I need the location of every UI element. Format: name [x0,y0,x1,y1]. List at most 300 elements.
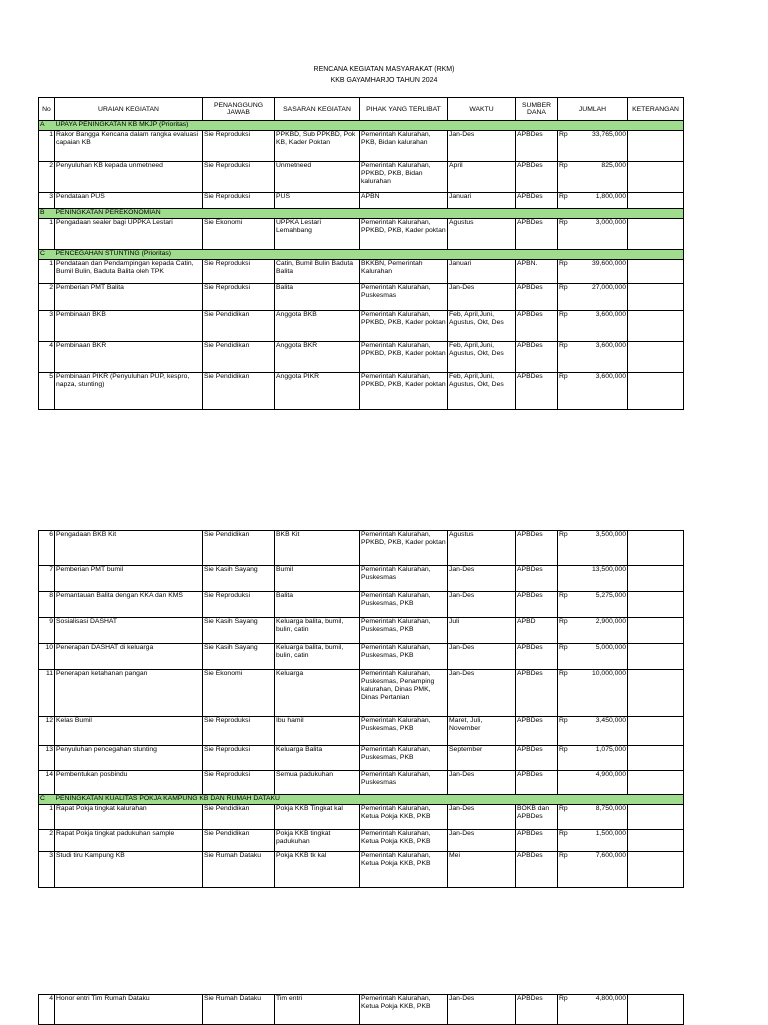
uraian-kegiatan: Penyuluhan KB kepada unmetneed [55,162,203,193]
rkm-table-page-3 [38,994,684,1025]
sasaran-kegiatan: Pokja KKB tingkat padukuhan [275,830,360,852]
uraian-kegiatan: Sosialisasi DASHAT [55,618,203,644]
header-sumber-dana: SUMBER DANA [516,98,558,121]
table-row [39,618,684,644]
currency-label: Rp [559,830,568,837]
sumber-dana: BOKB dan APBDes [516,805,558,830]
uraian-kegiatan: Pengadaan sealer bagi UPPKA Lestari [55,219,203,250]
waktu: Feb, April,Juni, Agustus, Okt, Des [448,342,516,373]
row-number: 13 [39,746,55,771]
currency-label: Rp [559,284,568,291]
penanggung-jawab: Sie Reproduksi [203,284,275,311]
waktu: September [448,746,516,771]
table-row [39,670,684,717]
row-number: 5 [39,373,55,410]
sumber-dana: APBDes [516,311,558,342]
table-row [39,260,684,284]
row-number: 2 [39,284,55,311]
waktu: Jan-Des [448,566,516,592]
sasaran-kegiatan: Ibu hamil [275,717,360,746]
table-row [39,311,684,342]
sumber-dana: APBDes [516,852,558,888]
rkm-table-page-2 [38,530,684,888]
row-number: 1 [39,219,55,250]
currency-label: Rp [559,219,568,226]
pihak-terlibat: Pemerintah Kalurahan, PPKBD, PKB, Kader poktan [360,342,448,373]
uraian-kegiatan: Pembinaan PIKR (Penyuluhan PUP, kespro, napza, stunting) [55,373,203,410]
jumlah-cell [558,260,628,284]
pihak-terlibat: Pemerintah Kalurahan, Puskesmas [360,771,448,795]
currency-label: Rp [559,852,568,859]
waktu: Jan-Des [448,771,516,795]
keterangan [628,670,684,717]
pihak-terlibat: Pemerintah Kalurahan, PPKBD, PKB, Kader poktan [360,219,448,250]
sumber-dana: APBDes [516,670,558,717]
waktu: Juli [448,618,516,644]
sasaran-kegiatan: Anggota BKB [275,311,360,342]
keterangan [628,566,684,592]
pihak-terlibat: Pemerintah Kalurahan, PPKBD, PKB, Kader poktan [360,373,448,410]
currency-label: Rp [559,162,568,169]
pihak-terlibat: BKKBN, Pemerintah Kalurahan [360,260,448,284]
jumlah-wrap [559,373,626,381]
jumlah-value: 825,000 [601,162,626,169]
waktu: Jan-Des [448,805,516,830]
jumlah-wrap [559,131,626,139]
keterangan [628,311,684,342]
jumlah-wrap [559,162,626,170]
jumlah-cell [558,746,628,771]
uraian-kegiatan: Rapat Pokja tingkat kalurahan [55,805,203,830]
uraian-kegiatan: Pemberian PMT bumil [55,566,203,592]
keterangan [628,852,684,888]
pihak-terlibat: Pemerintah Kalurahan, Puskesmas, Penamping kalurahan, Dinas PMK, Dinas Pertanian [360,670,448,717]
table-row [39,531,684,566]
jumlah-wrap [559,852,626,860]
sumber-dana: APBDes [516,746,558,771]
row-number: 1 [39,260,55,284]
section-code: B [39,209,55,219]
jumlah-value: 3,450,000 [595,717,626,724]
table-row [39,830,684,852]
penanggung-jawab: Sie Reproduksi [203,771,275,795]
table-row [39,131,684,162]
sasaran-kegiatan: Keluarga Balita [275,746,360,771]
section-row [39,209,684,219]
uraian-kegiatan: Rapat Pokja tingkat padukuhan sample [55,830,203,852]
keterangan [628,618,684,644]
currency-label: Rp [559,805,568,812]
sasaran-kegiatan: Pokja KKB Tingkat kal [275,805,360,830]
penanggung-jawab: Sie Rumah Dataku [203,995,275,1025]
header-keterangan: KETERANGAN [628,98,684,121]
currency-label: Rp [559,342,568,349]
keterangan [628,531,684,566]
section-row [39,250,684,260]
currency-label: Rp [559,746,568,753]
currency-label: Rp [559,311,568,318]
jumlah-value: 1,800,000 [595,193,626,200]
row-number: 3 [39,311,55,342]
currency-label: Rp [559,373,568,380]
currency-label: Rp [559,670,568,677]
uraian-kegiatan: Pemberian PMT Balita [55,284,203,311]
jumlah-cell [558,284,628,311]
sasaran-kegiatan: Tim entri [275,995,360,1025]
keterangan [628,162,684,193]
jumlah-wrap [559,193,626,201]
jumlah-cell [558,162,628,193]
uraian-kegiatan: Pembinaan BKR [55,342,203,373]
row-number: 11 [39,670,55,717]
sasaran-kegiatan: PPKBD, Sub PPKBD, Pok KB, Kader Poktan [275,131,360,162]
waktu: April [448,162,516,193]
table-row [39,805,684,830]
keterangan [628,342,684,373]
keterangan [628,193,684,209]
jumlah-value: 33,765,000 [591,131,626,138]
jumlah-value: 27,000,000 [591,284,626,291]
waktu: Feb, April,Juni, Agustus, Okt, Des [448,311,516,342]
waktu: Agustus [448,531,516,566]
sasaran-kegiatan: Balita [275,284,360,311]
sasaran-kegiatan: Keluarga balita, bumil, bulin, catin [275,644,360,670]
sumber-dana: APBD [516,618,558,644]
currency-label: Rp [559,644,568,651]
sasaran-kegiatan: Pokja KKB tk kal [275,852,360,888]
document-title: RENCANA KEGIATAN MASYARAKAT (RKM) [313,66,455,73]
jumlah-cell [558,131,628,162]
pihak-terlibat: Pemerintah Kalurahan, Puskesmas, PKB [360,592,448,618]
keterangan [628,830,684,852]
uraian-kegiatan: Penerapan ketahanan pangan [55,670,203,717]
keterangan [628,592,684,618]
uraian-kegiatan: Pengadaan BKB Kit [55,531,203,566]
uraian-kegiatan: Rakor Bangga Kencana dalam rangka evaluasi capaian KB [55,131,203,162]
pihak-terlibat: Pemerintah Kalurahan, Puskesmas, PKB [360,746,448,771]
waktu: Jan-Des [448,995,516,1025]
keterangan [628,260,684,284]
penanggung-jawab: Sie Pendidikan [203,805,275,830]
sasaran-kegiatan: Bumil [275,566,360,592]
jumlah-cell [558,852,628,888]
table-row [39,284,684,311]
pihak-terlibat: Pemerintah Kalurahan, PPKBD, PKB, Kader poktan [360,531,448,566]
jumlah-wrap [559,618,626,626]
section-code: C [39,250,55,260]
sasaran-kegiatan: Unmetneed [275,162,360,193]
pihak-terlibat: Pemerintah Kalurahan, PPKBD, PKB, Kader poktan [360,311,448,342]
keterangan [628,995,684,1025]
jumlah-value: 7,600,000 [595,852,626,859]
jumlah-cell [558,373,628,410]
uraian-kegiatan: Pembentukan posbindu [55,771,203,795]
penanggung-jawab: Sie Reproduksi [203,717,275,746]
waktu: Jan-Des [448,644,516,670]
jumlah-wrap [559,670,626,678]
row-number: 8 [39,592,55,618]
sasaran-kegiatan: Anggota BKR [275,342,360,373]
sumber-dana: APBDes [516,995,558,1025]
penanggung-jawab: Sie Rumah Dataku [203,852,275,888]
row-number: 7 [39,566,55,592]
penanggung-jawab: Sie Pendidikan [203,373,275,410]
waktu: Jan-Des [448,592,516,618]
jumlah-value: 4,900,000 [595,771,626,778]
jumlah-value: 10,000,000 [591,670,626,677]
jumlah-value: 39,600,000 [591,260,626,267]
jumlah-cell [558,566,628,592]
jumlah-value: 5,275,000 [595,592,626,599]
sumber-dana: APBDes [516,342,558,373]
jumlah-value: 1,075,000 [595,746,626,753]
sumber-dana: APBDes [516,373,558,410]
pihak-terlibat: APBN [360,193,448,209]
header-pihak: PIHAK YANG TERLIBAT [360,98,448,121]
keterangan [628,284,684,311]
waktu: Feb, April,Juni, Agustus, Okt, Des [448,373,516,410]
sasaran-kegiatan: Catin, Bumil Bulin Baduta Balita [275,260,360,284]
row-number: 6 [39,531,55,566]
sasaran-kegiatan: Keluarga balita, bumil, bulin, catin [275,618,360,644]
row-number: 4 [39,995,55,1025]
sumber-dana: APBDes [516,531,558,566]
keterangan [628,131,684,162]
table-row [39,162,684,193]
jumlah-value: 3,500,000 [595,531,626,538]
penanggung-jawab: Sie Reproduksi [203,746,275,771]
penanggung-jawab: Sie Pendidikan [203,531,275,566]
pihak-terlibat: Pemerintah Kalurahan, Puskesmas, PKB [360,618,448,644]
jumlah-value: 2,900,000 [595,618,626,625]
waktu: Jan-Des [448,131,516,162]
row-number: 3 [39,852,55,888]
uraian-kegiatan: Pemantauan Balita dengan KKA dan KMS [55,592,203,618]
penanggung-jawab: Sie Kasih Sayang [203,618,275,644]
table-row [39,193,684,209]
sumber-dana: APBDes [516,644,558,670]
penanggung-jawab: Sie Reproduksi [203,131,275,162]
jumlah-wrap [559,342,626,350]
currency-label: Rp [559,618,568,625]
penanggung-jawab: Sie Kasih Sayang [203,566,275,592]
row-number: 10 [39,644,55,670]
section-label: PENCEGAHAN STUNTING (Prioritas) [55,250,684,260]
table-row [39,644,684,670]
jumlah-cell [558,670,628,717]
penanggung-jawab: Sie Kasih Sayang [203,644,275,670]
sasaran-kegiatan: Keluarga [275,670,360,717]
section-label: UPAYA PENINGKATAN KB MKJP (Prioritas) [55,121,684,131]
jumlah-value: 3,600,000 [595,342,626,349]
waktu: Jan-Des [448,670,516,717]
jumlah-cell [558,342,628,373]
jumlah-cell [558,717,628,746]
jumlah-value: 8,750,000 [595,805,626,812]
jumlah-cell [558,592,628,618]
jumlah-wrap [559,717,626,725]
header-sasaran: SASARAN KEGIATAN [275,98,360,121]
sumber-dana: APBDes [516,592,558,618]
section-row [39,121,684,131]
penanggung-jawab: Sie Reproduksi [203,592,275,618]
keterangan [628,219,684,250]
sumber-dana: APBDes [516,219,558,250]
table-row [39,995,684,1025]
currency-label: Rp [559,995,568,1002]
document-subtitle: KKB GAYAMHARJO TAHUN 2024 [330,77,438,84]
jumlah-cell [558,771,628,795]
jumlah-value: 3,000,000 [595,219,626,226]
jumlah-cell [558,193,628,209]
penanggung-jawab: Sie Pendidikan [203,830,275,852]
penanggung-jawab: Sie Pendidikan [203,342,275,373]
keterangan [628,771,684,795]
sumber-dana: APBN. [516,260,558,284]
waktu: Jan-Des [448,284,516,311]
header-jumlah: JUMLAH [558,98,628,121]
section-label: PENINGKATAN PEREKONOMIAN [55,209,684,219]
sumber-dana: APBDes [516,284,558,311]
jumlah-cell [558,618,628,644]
row-number: 1 [39,805,55,830]
header-uraian: URAIAN KEGIATAN [55,98,203,121]
waktu: Maret, Juli, November [448,717,516,746]
sasaran-kegiatan: UPPKA Lestari Lemahbang [275,219,360,250]
waktu: Agustus [448,219,516,250]
penanggung-jawab: Sie Reproduksi [203,162,275,193]
jumlah-value: 3,600,000 [595,373,626,380]
pihak-terlibat: Pemerintah Kalurahan, Puskesmas, PKB [360,717,448,746]
jumlah-wrap [559,805,626,813]
sasaran-kegiatan: PUS [275,193,360,209]
section-label: PENINGKATAN KUALITAS POKJA KAMPUNG KB DAN RUMAH DATAKU [55,795,684,805]
table-row [39,592,684,618]
row-number: 1 [39,131,55,162]
pihak-terlibat: Pemerintah Kalurahan, PPKBD, PKB, Bidan kalurahan [360,162,448,193]
jumlah-cell [558,995,628,1025]
pihak-terlibat: Pemerintah Kalurahan, Ketua Pokja KKB, PKB [360,995,448,1025]
sumber-dana: APBDes [516,162,558,193]
sasaran-kegiatan: Balita [275,592,360,618]
pihak-terlibat: Pemerintah Kalurahan, PKB, Bidan kalurahan [360,131,448,162]
uraian-kegiatan: Studi tiru Kampung KB [55,852,203,888]
sasaran-kegiatan: BKB Kit [275,531,360,566]
pihak-terlibat: Pemerintah Kalurahan, Ketua Pokja KKB, PKB [360,830,448,852]
table-row [39,219,684,250]
table-row [39,566,684,592]
currency-label: Rp [559,131,568,138]
waktu: Januari [448,260,516,284]
pihak-terlibat: Pemerintah Kalurahan, Puskesmas [360,284,448,311]
pihak-terlibat: Pemerintah Kalurahan, Puskesmas [360,566,448,592]
penanggung-jawab: Sie Reproduksi [203,193,275,209]
pihak-terlibat: Pemerintah Kalurahan, Ketua Pokja KKB, PKB [360,852,448,888]
currency-label: Rp [559,193,568,200]
sasaran-kegiatan: Anggota PIKR [275,373,360,410]
rkm-table-page-1 [38,97,684,410]
sumber-dana: APBDes [516,131,558,162]
header-waktu: WAKTU [448,98,516,121]
keterangan [628,746,684,771]
sumber-dana: APBDes [516,717,558,746]
jumlah-wrap [559,830,626,838]
row-number: 12 [39,717,55,746]
sumber-dana: APBDes [516,830,558,852]
keterangan [628,805,684,830]
jumlah-wrap [559,771,626,779]
jumlah-cell [558,830,628,852]
section-code: A [39,121,55,131]
header-no: No [39,98,55,121]
currency-label: Rp [559,717,568,724]
section-code: C [39,795,55,805]
jumlah-value: 5,000,000 [595,644,626,651]
jumlah-wrap [559,746,626,754]
penanggung-jawab: Sie Ekonomi [203,670,275,717]
waktu: Mei [448,852,516,888]
jumlah-wrap [559,311,626,319]
section-row [39,795,684,805]
sumber-dana: APBDes [516,771,558,795]
jumlah-value: 13,500,000 [591,566,626,573]
sumber-dana: APBDes [516,566,558,592]
jumlah-cell [558,219,628,250]
jumlah-wrap [559,566,626,574]
jumlah-value: 4,800,000 [595,995,626,1002]
sasaran-kegiatan: Semua padukuhan [275,771,360,795]
jumlah-wrap [559,592,626,600]
row-number: 2 [39,162,55,193]
table-row [39,771,684,795]
table-row [39,373,684,410]
pihak-terlibat: Pemerintah Kalurahan, Puskesmas, PKB [360,644,448,670]
jumlah-cell [558,311,628,342]
pihak-terlibat: Pemerintah Kalurahan, Ketua Pokja KKB, PKB [360,805,448,830]
uraian-kegiatan: Pendataan PUS [55,193,203,209]
jumlah-cell [558,531,628,566]
uraian-kegiatan: Kelas Bumil [55,717,203,746]
jumlah-wrap [559,644,626,652]
uraian-kegiatan: Penyuluhan pencegahan stunting [55,746,203,771]
jumlah-value: 1,500,000 [595,830,626,837]
uraian-kegiatan: Honor entri Tim Rumah Dataku [55,995,203,1025]
table-row [39,342,684,373]
keterangan [628,373,684,410]
currency-label: Rp [559,531,568,538]
table-row [39,746,684,771]
row-number: 4 [39,342,55,373]
waktu: Jan-Des [448,830,516,852]
penanggung-jawab: Sie Pendidikan [203,311,275,342]
row-number: 9 [39,618,55,644]
jumlah-cell [558,644,628,670]
table-row [39,852,684,888]
currency-label: Rp [559,592,568,599]
waktu: Januari [448,193,516,209]
jumlah-wrap [559,531,626,539]
keterangan [628,644,684,670]
jumlah-wrap [559,260,626,268]
table-row [39,717,684,746]
jumlah-cell [558,805,628,830]
currency-label: Rp [559,260,568,267]
jumlah-wrap [559,219,626,227]
penanggung-jawab: Sie Ekonomi [203,219,275,250]
header-row [39,98,684,121]
uraian-kegiatan: Pendataan dan Pendampingan kepada Catin, Bumil Bulin, Baduta Balita oleh TPK [55,260,203,284]
sumber-dana: APBDes [516,193,558,209]
